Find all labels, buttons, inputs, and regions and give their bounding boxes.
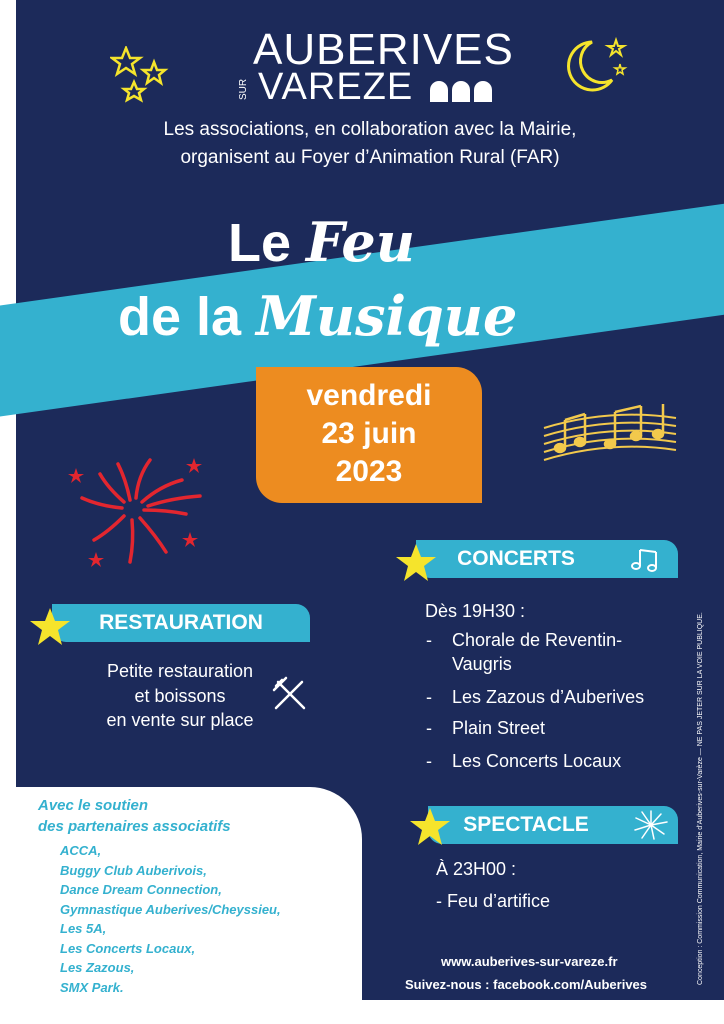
restauration-line-1: Petite restauration — [106, 661, 254, 681]
music-staff-icon — [540, 398, 680, 472]
sponsors-title-1: Avec le soutien — [38, 797, 149, 814]
title-line-1 — [228, 212, 415, 273]
intro-text — [90, 116, 650, 172]
spectacle-star-icon — [408, 806, 452, 848]
sponsor-item: Buggy Club Auberivois, — [60, 862, 207, 878]
title-de-la: de la — [118, 287, 242, 347]
restauration-star-icon — [28, 606, 72, 648]
concerts-item-3-text: Plain Street — [452, 718, 546, 738]
date-day: vendredi — [306, 379, 432, 412]
sponsors-list — [60, 841, 281, 997]
concerts-heading-label: CONCERTS — [457, 547, 575, 570]
sponsors-title — [38, 795, 231, 837]
intro-line-2: organisent au Foyer d’Animation Rural (FAR) — [180, 147, 560, 168]
sponsor-item: Les Zazous, — [60, 960, 135, 975]
spectacle-time: À 23H00 : — [436, 859, 517, 879]
title-musique: Musique — [256, 284, 518, 348]
poster: AUBERIVES SUR VAREZE Les associations, en collaboration avec la Mairie, organisent au Foyer d’Animation Rural (FAR) Le Feu de la Musique vendredi 23 juin 2023 CONCERTS Dès 19H30 : - Chorale de Reventin- Vaugris - Les Zazous d’Auberives - Plain Street - Les Concerts Locaux RESTAURATION Petite restauration et boissons en vente sur place SPECTACLE À 23H00 : - Feu d’artifice Avec le soutien des partenaires associatifs ACCA, Buggy Club Auberivois, Dance Dream Connection, Gymnastique Auberives/Cheyssieu, Les 5A, Les Concerts Locaux, Les Zazous, SMX Park. www.auberives-sur-vareze.fr Suivez-nous : facebook.com/Auberives Conception : Commission Communication, Mairie d’Auberives-sur-Varèze — NE PAS JETER SUR LA VOIE PUBLIQUE. — [0, 0, 724, 1024]
restauration-line-2: et boissons — [134, 685, 226, 706]
restauration-text — [80, 659, 280, 733]
moon-icon — [560, 36, 630, 98]
logo-auberives: AUBERIVES — [253, 25, 514, 74]
title-feu: Feu — [306, 210, 416, 274]
logo-sur: SUR — [238, 78, 249, 100]
concerts-time: Dès 19H30 : — [425, 601, 526, 621]
footer-social[interactable]: Suivez-nous : facebook.com/Auberives — [405, 977, 648, 992]
sponsors-title-2: des partenaires associatifs — [38, 818, 231, 835]
restauration-line-3: en vente sur place — [106, 710, 254, 730]
concerts-item-4-text: Les Concerts Locaux — [452, 751, 622, 771]
date-date: 23 juin — [321, 417, 417, 450]
title-le: Le — [228, 213, 292, 273]
logo-vareze: VAREZE — [258, 66, 414, 108]
title-line-2 — [118, 286, 517, 347]
fireworks-icon — [60, 440, 220, 580]
concerts-item-1-text: Chorale de Reventin- — [452, 630, 623, 650]
spectacle-item: - Feu d’artifice — [436, 891, 551, 911]
sponsor-item: Les 5A, — [60, 921, 107, 936]
date-box — [256, 367, 482, 503]
spectacle-heading-label: SPECTACLE — [463, 813, 589, 836]
sponsor-item: Les Concerts Locaux, — [60, 940, 196, 956]
arches-icon — [430, 80, 492, 102]
concerts-star-icon — [394, 542, 438, 584]
footer-website[interactable]: www.auberives-sur-vareze.fr — [441, 954, 618, 969]
sponsor-item: SMX Park. — [60, 979, 124, 995]
concerts-heading — [416, 540, 678, 578]
sponsor-item: Dance Dream Connection, — [60, 882, 222, 897]
restauration-heading: RESTAURATION — [52, 604, 310, 642]
sponsor-item: ACCA, — [60, 843, 102, 858]
stars-icon — [110, 46, 172, 104]
sponsor-item: Gymnastique Auberives/Cheyssieu, — [60, 901, 281, 917]
music-note-icon — [630, 546, 662, 572]
spectacle-heading — [428, 806, 678, 844]
firework-small-icon — [628, 808, 674, 842]
date-year: 2023 — [335, 455, 403, 488]
cutlery-icon — [272, 676, 308, 712]
concerts-item-2-text: Les Zazous d’Auberives — [452, 687, 645, 707]
concerts-item-1b-text: Vaugris — [452, 654, 512, 674]
intro-line-1: Les associations, en collaboration avec la Mairie, — [163, 119, 577, 140]
vertical-credit: Conception : Commission Communication, Mairie d’Auberives-sur-Varèze — NE PAS JETER SUR LA VOIE PUBLIQUE. — [697, 612, 704, 985]
